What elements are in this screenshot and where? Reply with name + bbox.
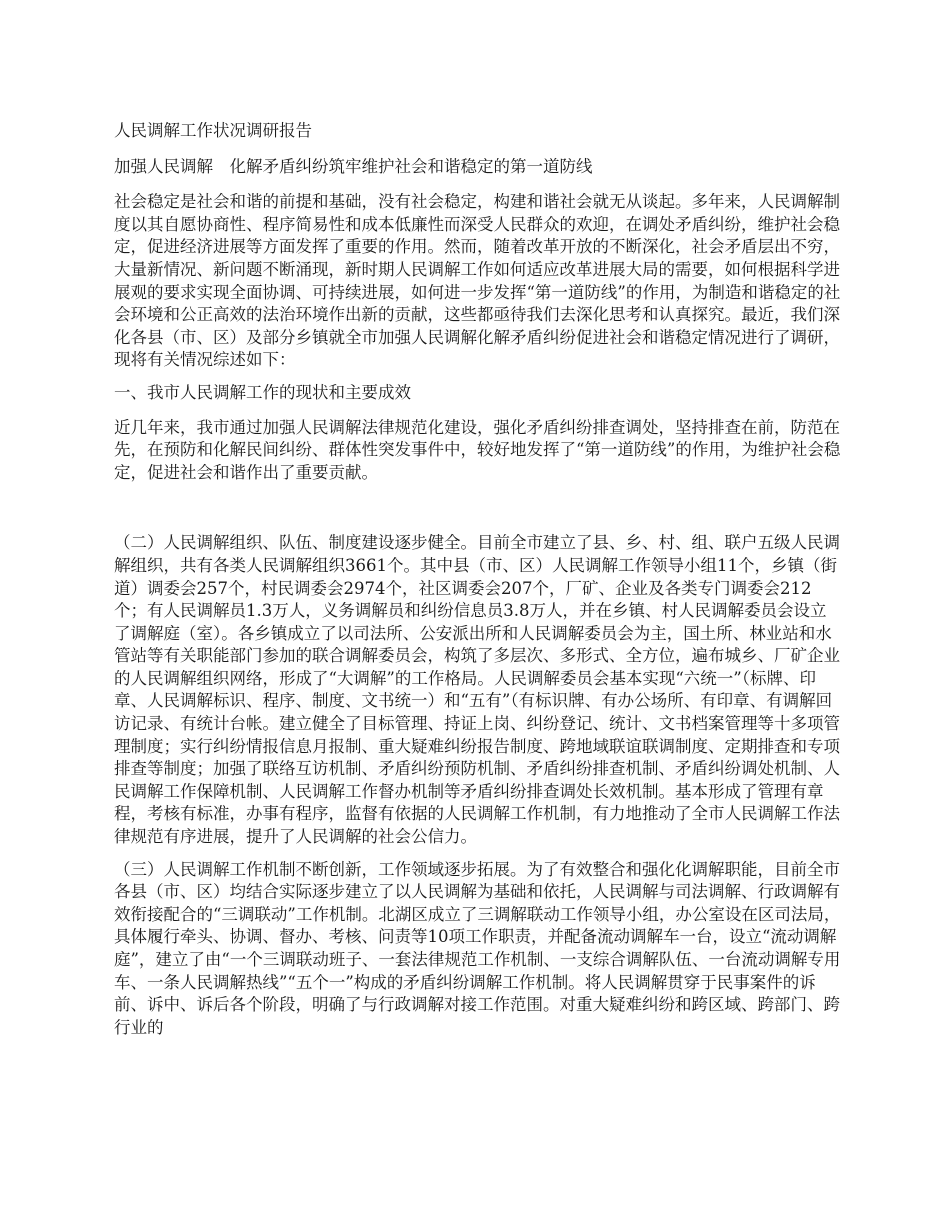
section-heading: 一、我市人民调解工作的现状和主要成效: [114, 382, 411, 402]
intro-paragraph: 社会稳定是社会和谐的前提和基础，没有社会稳定，构建和谐社会就无从谈起。多年来，人民调解制度以其自愿协商性、程序简易性和成本低廉性而深受人民群众的欢迎，在调处矛盾纠纷，维护社会稳定，促进经济进展等方面发挥了重要的作用。然而，随着改革开放的不断深化，社会矛盾层出不穷，大量新情况、新问题不断涌现，新时期人民调解工作如何适应改革进展大局的需要，如何根据科学进展观的要求实现全面协调、可持续进展，如何进一步发挥“第一道防线”的作用，为制造和谐稳定的社会环境和公正高效的法治环境作出新的贡献，这些都亟待我们去深化思考和认真探究。最近，我们深化各县（市、区）及部分乡镇就全市加强人民调解化解矛盾纠纷促进社会和谐稳定情况进行了调研，现将有关情况综述如下：: [114, 192, 841, 370]
document-body: [114, 120, 842, 1049]
point-two-paragraph: （二）人民调解组织、队伍、制度建设逐步健全。目前全市建立了县、乡、村、组、联户五级人民调解组织，共有各类人民调解组织3661个。其中县（市、区）人民调解工作领导小组11个，乡镇（街道）调委会257个，村民调委会2974个，社区调委会207个，厂矿、企业及各类专门调委会212个；有人民调解员1.3万人，义务调解员和纠纷信息员3.8万人，并在乡镇、村人民调解委员会设立了调解庭（室）。各乡镇成立了以司法所、公安派出所和人民调解委员会为主，国土所、林业站和水管站等有关职能部门参加的联合调解委员会，构筑了多层次、多形式、全方位，遍布城乡、厂矿企业的人民调解组织网络，形成了“大调解”的工作格局。人民调解委员会基本实现“六统一”（标牌、印章、人民调解标识、程序、制度、文书统一）和“五有”（有标识牌、有办公场所、有印章、有调解回访记录、有统计台帐。建立健全了目标管理、持证上岗、纠纷登记、统计、文书档案管理等十多项管理制度；实行纠纷情报信息月报制、重大疑难纠纷报告制度、跨地域联谊联调制度、定期排查和专项排查等制度；加强了联络互访机制、矛盾纠纷预防机制、矛盾纠纷排查机制、矛盾纠纷调处机制、人民调解工作保障机制、人民调解工作督办机制等矛盾纠纷排查调处长效机制。基本形成了管理有章程，考核有标准，办事有程序，监督有依据的人民调解工作机制，有力地推动了全市人民调解工作法律规范有序进展，提升了人民调解的社会公信力。: [114, 533, 840, 847]
section-paragraph: 近几年来，我市通过加强人民调解法律规范化建设，强化矛盾纠纷排查调处，坚持排查在前，防范在先，在预防和化解民间纠纷、群体性突发事件中，较好地发挥了“第一道防线”的作用，为维护社会稳定，促进社会和谐作出了重要贡献。: [114, 417, 841, 482]
paragraph-gap: [114, 494, 842, 532]
document-subtitle: 加强人民调解 化解矛盾纠纷筑牢维护社会和谐稳定的第一道防线: [114, 156, 593, 176]
document-title: 人民调解工作状况调研报告: [114, 121, 312, 140]
point-three-paragraph: （三）人民调解工作机制不断创新，工作领域逐步拓展。为了有效整合和强化化调解职能，目前全市各县（市、区）均结合实际逐步建立了以人民调解为基础和依托，人民调解与司法调解、行政调解有效衔接配合的“三调联动”工作机制。北湖区成立了三调解联动工作领导小组，办公室设在区司法局，具体履行牵头、协调、督办、考核、问责等10项工作职责，并配备流动调解车一台，设立“流动调解庭”，建立了由“一个三调联动班子、一套法律规范工作机制、一支综合调解队伍、一台流动调解专用车、一条人民调解热线”“五个一”构成的矛盾纠纷调解工作机制。将人民调解贯穿于民事案件的诉前、诉中、诉后各个阶段，明确了与行政调解对接工作范围。对重大疑难纠纷和跨区域、跨部门、跨行业的: [114, 859, 841, 1037]
